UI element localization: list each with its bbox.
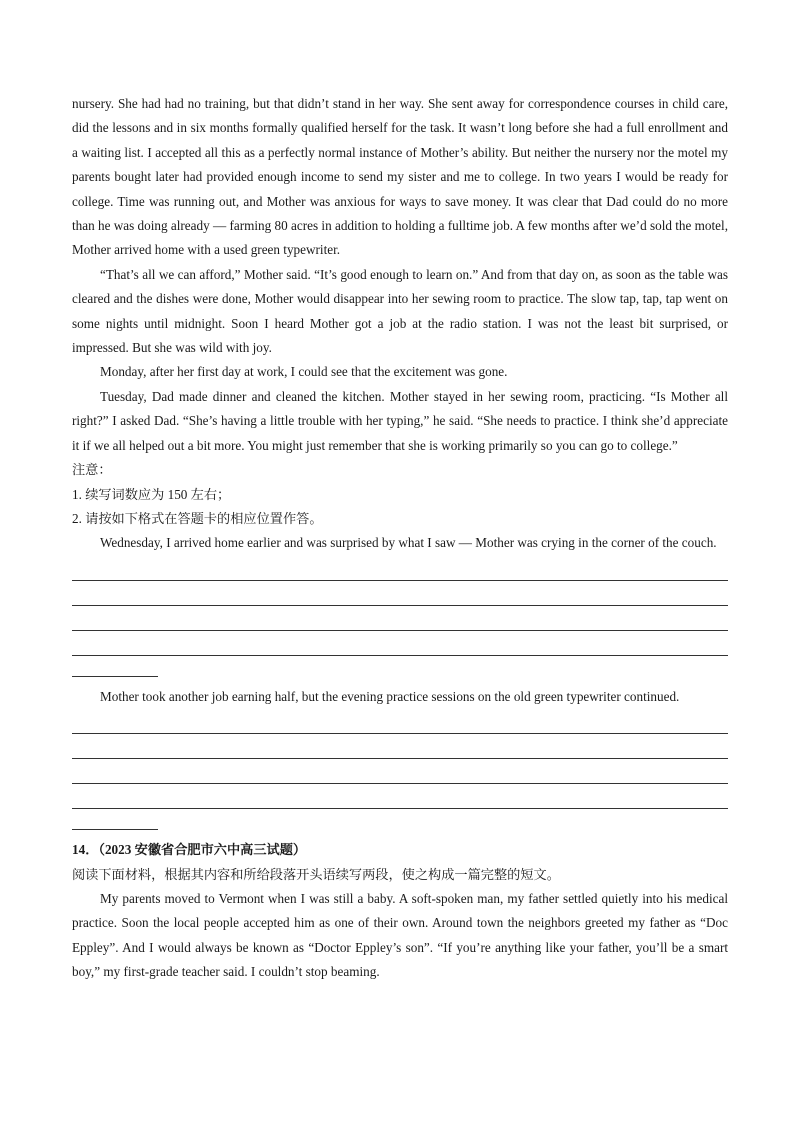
continuation-prompt-2: Mother took another job earning half, but the evening practice sessions on the old green typewriter continued. — [100, 688, 680, 704]
answer-line[interactable] — [72, 606, 728, 631]
answer-line-short[interactable] — [72, 809, 158, 830]
answer-line[interactable] — [72, 759, 728, 784]
answer-line[interactable] — [72, 784, 728, 809]
answer-line[interactable] — [72, 734, 728, 759]
story-paragraph-4: Tuesday, Dad made dinner and cleaned the kitchen. Mother stayed in her sewing room, practicing. “Is Mother all right?” I asked Dad. “She’s having a little trouble with her typing,” he said. “She needs to practice. I think she’d appreciate it if we all helped out a bit more. You might just remember that she is working primarily so you can go to college.” — [72, 388, 728, 453]
answer-line[interactable] — [72, 631, 728, 656]
story-paragraph-2: “That’s all we can afford,” Mother said. “It’s good enough to learn on.” And from that day on, as soon as the table was cleared and the dishes were done, Mother would disappear into her sewing room to practice. The slow tap, tap, tap went on some nights until midnight. Soon I heard Mother got a job at the radio station. I was not the least bit surprised, or impressed. But she was wild with joy. — [72, 266, 728, 356]
story-paragraph-3: Monday, after her first day at work, I could see that the excitement was gone. — [100, 364, 508, 380]
continuation-prompt-1: Wednesday, I arrived home earlier and was surprised by what I saw — Mother was crying in the corner of the couch. — [100, 535, 717, 551]
question-14-paragraph: My parents moved to Vermont when I was still a baby. A soft-spoken man, my father settled quietly into his medical practice. Soon the local people accepted him as one of their own. Around town the neighbors greeted my father as “Doc Eppley”. And I would always be known as “Doctor Eppley’s son”. “If you’re anything like your father, you’ll be a smart boy,” my first-grade teacher said. I couldn’t stop beaming. — [72, 890, 728, 980]
note-title: 注意： — [72, 462, 112, 478]
question-14-instruction: 阅读下面材料，根据其内容和所给段落开头语续写两段，使之构成一篇完整的短文。 — [72, 866, 560, 882]
document-page — [72, 92, 728, 985]
answer-line-short[interactable] — [72, 656, 158, 677]
note-item-2: 2. 请按如下格式在答题卡的相应位置作答。 — [72, 510, 323, 526]
answer-lines-1 — [72, 556, 728, 677]
answer-line[interactable] — [72, 709, 728, 734]
note-item-1: 1. 续写词数应为 150 左右； — [72, 486, 231, 502]
answer-line[interactable] — [72, 581, 728, 606]
answer-lines-2 — [72, 709, 728, 830]
answer-line[interactable] — [72, 556, 728, 581]
question-14-title: 14．（2023 安徽省合肥市六中高三试题） — [72, 842, 307, 858]
story-paragraph-1: nursery. She had had no training, but that didn’t stand in her way. She sent away for correspondence courses in child care, did the lessons and in six months formally qualified herself for the task. It wasn’t long before she had a full enrollment and a waiting list. I accepted all this as a perfectly normal instance of Mother’s ability. But neither the nursery nor the motel my parents bought later had provided enough income to send my sister and me to college. In two years I would be ready for college. Time was running out, and Mother was anxious for ways to save money. It was clear that Dad could do no more than he was doing already — farming 80 acres in addition to holding a fulltime job. A few months after we’d sold the motel, Mother arrived home with a used green typewriter. — [72, 96, 728, 258]
